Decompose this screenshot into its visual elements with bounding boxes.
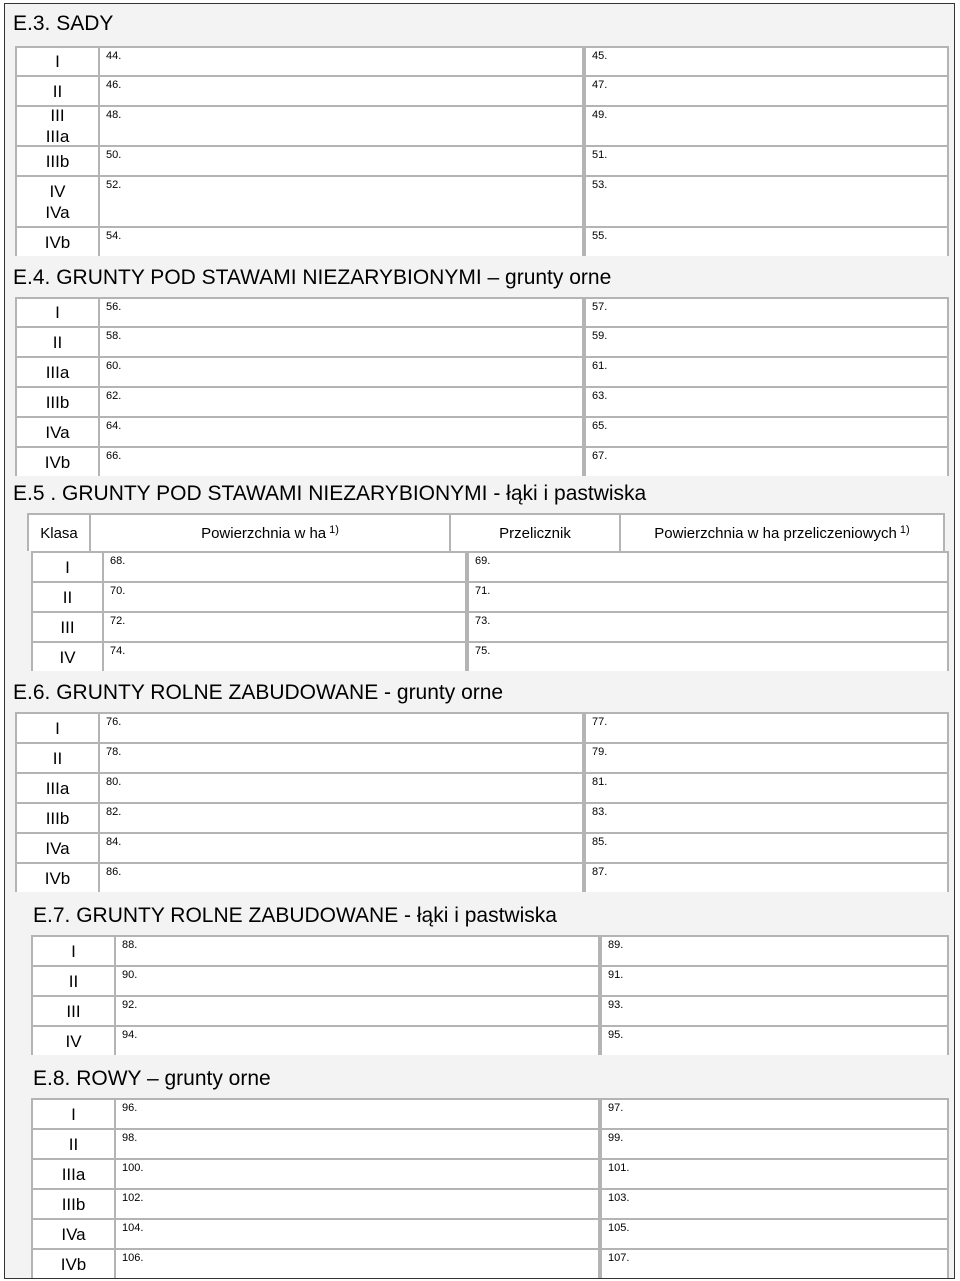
table-row: [15, 712, 949, 742]
table-row: [31, 611, 949, 641]
klasa-cell: II: [17, 77, 98, 105]
klasa-cell: IVb: [17, 448, 98, 476]
table-row: [31, 1128, 949, 1158]
table-row: [15, 356, 949, 386]
area-input-cell[interactable]: [100, 418, 582, 446]
section-title: E.3. SADY: [13, 12, 114, 35]
field-number: 95.: [608, 1029, 624, 1041]
field-number: 76.: [106, 716, 122, 728]
field-number: 106.: [122, 1252, 144, 1264]
klasa-cell: I: [33, 1100, 114, 1128]
table-row: [31, 1158, 949, 1188]
table-row: [31, 1188, 949, 1218]
table-row: [15, 832, 949, 862]
klasa-cell: I: [17, 48, 98, 75]
table-row: [15, 75, 949, 105]
area-input-cell[interactable]: [100, 228, 582, 256]
field-number: 81.: [592, 776, 608, 788]
footnote-marker: 1): [899, 524, 910, 536]
converted-area-input-cell[interactable]: [586, 107, 947, 145]
field-number: 83.: [592, 806, 608, 818]
klasa-cell: II: [17, 328, 98, 356]
klasa-cell: I: [17, 714, 98, 742]
klasa-cell: IIIb: [33, 1190, 114, 1218]
area-input-cell[interactable]: [100, 328, 582, 356]
area-input-cell[interactable]: [116, 1220, 598, 1248]
converted-area-input-cell[interactable]: [586, 864, 947, 892]
klasa-cell: II: [33, 583, 102, 611]
converted-area-input-cell[interactable]: [586, 147, 947, 175]
area-input-cell[interactable]: [100, 299, 582, 326]
klasa-cell: IVa: [17, 834, 98, 862]
field-number: 101.: [608, 1162, 630, 1174]
converted-area-input-cell[interactable]: [586, 358, 947, 386]
table-row: [31, 995, 949, 1025]
area-input-cell[interactable]: [104, 553, 465, 581]
field-number: 75.: [475, 645, 491, 657]
header-przelicznik: [451, 515, 619, 551]
klasa-cell: IIIb: [17, 147, 98, 175]
field-number: 72.: [110, 615, 126, 627]
converted-area-input-cell[interactable]: [469, 553, 947, 581]
area-input-cell[interactable]: [116, 937, 598, 965]
converted-area-input-cell[interactable]: [602, 1250, 947, 1278]
section-title: E.4. GRUNTY POD STAWAMI NIEZARYBIONYMI – grunty orne: [13, 266, 612, 289]
field-number: 99.: [608, 1132, 624, 1144]
field-number: 68.: [110, 555, 126, 567]
field-number: 54.: [106, 230, 122, 242]
klasa-cell: IVb: [17, 864, 98, 892]
field-number: 85.: [592, 836, 608, 848]
converted-area-input-cell[interactable]: [586, 328, 947, 356]
converted-area-input-cell[interactable]: [586, 418, 947, 446]
area-input-cell[interactable]: [100, 388, 582, 416]
field-number: 60.: [106, 360, 122, 372]
section-title: E.5 . GRUNTY POD STAWAMI NIEZARYBIONYMI - łąki i pastwiska: [13, 482, 647, 505]
field-number: 86.: [106, 866, 122, 878]
header-klasa-label: Klasa: [40, 524, 78, 542]
klasa-cell: II: [33, 967, 114, 995]
table-row: [15, 386, 949, 416]
field-number: 74.: [110, 645, 126, 657]
converted-area-input-cell[interactable]: [469, 613, 947, 641]
area-input-cell[interactable]: [100, 714, 582, 742]
converted-area-input-cell[interactable]: [602, 967, 947, 995]
field-number: 90.: [122, 969, 138, 981]
field-number: 102.: [122, 1192, 144, 1204]
field-number: 105.: [608, 1222, 630, 1234]
field-number: 103.: [608, 1192, 630, 1204]
field-number: 63.: [592, 390, 608, 402]
field-number: 65.: [592, 420, 608, 432]
klasa-cell: IVb: [33, 1250, 114, 1278]
field-number: 51.: [592, 149, 608, 161]
field-number: 70.: [110, 585, 126, 597]
field-number: 58.: [106, 330, 122, 342]
table-row: [31, 551, 949, 581]
converted-area-input-cell[interactable]: [602, 1220, 947, 1248]
header-klasa: [29, 515, 89, 551]
converted-area-input-cell[interactable]: [469, 583, 947, 611]
area-input-cell[interactable]: [100, 864, 582, 892]
klasa-cell: IIIb: [17, 804, 98, 832]
table-row: [15, 105, 949, 145]
converted-area-input-cell[interactable]: [602, 1027, 947, 1055]
header-powierzchnia: [91, 515, 449, 551]
area-input-cell[interactable]: [116, 1027, 598, 1055]
field-number: 104.: [122, 1222, 144, 1234]
converted-area-input-cell[interactable]: [586, 48, 947, 75]
klasa-cell: II: [33, 1130, 114, 1158]
table-row: [15, 416, 949, 446]
converted-area-input-cell[interactable]: [586, 744, 947, 772]
field-number: 48.: [106, 109, 122, 121]
table-row: [15, 772, 949, 802]
klasa-cell: I: [17, 299, 98, 326]
area-input-cell[interactable]: [116, 1100, 598, 1128]
table-row: [15, 802, 949, 832]
table-row: [31, 1218, 949, 1248]
table-row: [31, 965, 949, 995]
converted-area-input-cell[interactable]: [586, 177, 947, 226]
field-number: 50.: [106, 149, 122, 161]
converted-area-input-cell[interactable]: [602, 1130, 947, 1158]
table-header-row: [27, 513, 945, 551]
field-number: 64.: [106, 420, 122, 432]
area-input-cell[interactable]: [104, 613, 465, 641]
table-row: [15, 326, 949, 356]
klasa-cell: IVa: [33, 1220, 114, 1248]
converted-area-input-cell[interactable]: [586, 388, 947, 416]
klasa-cell: III: [33, 613, 102, 641]
table-row: [15, 145, 949, 175]
field-number: 59.: [592, 330, 608, 342]
field-number: 88.: [122, 939, 138, 951]
field-number: 52.: [106, 179, 122, 191]
table-row: [31, 581, 949, 611]
klasa-cell: IIIa: [17, 358, 98, 386]
field-number: 92.: [122, 999, 138, 1011]
field-number: 57.: [592, 301, 608, 313]
header-powierzchnia-label: Powierzchnia w ha: [201, 524, 327, 542]
table-row: [15, 742, 949, 772]
area-input-cell[interactable]: [104, 643, 465, 671]
field-number: 69.: [475, 555, 491, 567]
converted-area-input-cell[interactable]: [586, 714, 947, 742]
field-number: 44.: [106, 50, 122, 62]
table-row: [15, 46, 949, 75]
field-number: 98.: [122, 1132, 138, 1144]
area-input-cell[interactable]: [100, 834, 582, 862]
field-number: 94.: [122, 1029, 138, 1041]
klasa-cell: III: [33, 997, 114, 1025]
area-input-cell[interactable]: [100, 147, 582, 175]
table-row: [31, 935, 949, 965]
field-number: 82.: [106, 806, 122, 818]
area-input-cell[interactable]: [116, 1130, 598, 1158]
section-title: E.8. ROWY – grunty orne: [33, 1067, 271, 1090]
table-row: [31, 1025, 949, 1055]
converted-area-input-cell[interactable]: [586, 448, 947, 476]
area-input-cell[interactable]: [104, 583, 465, 611]
converted-area-input-cell[interactable]: [602, 997, 947, 1025]
field-number: 77.: [592, 716, 608, 728]
field-number: 78.: [106, 746, 122, 758]
field-number: 97.: [608, 1102, 624, 1114]
converted-area-input-cell[interactable]: [586, 804, 947, 832]
table-row: [15, 862, 949, 892]
area-input-cell[interactable]: [100, 448, 582, 476]
converted-area-input-cell[interactable]: [586, 834, 947, 862]
field-number: 55.: [592, 230, 608, 242]
converted-area-input-cell[interactable]: [602, 1160, 947, 1188]
area-input-cell[interactable]: [100, 358, 582, 386]
field-number: 56.: [106, 301, 122, 313]
field-number: 62.: [106, 390, 122, 402]
area-input-cell[interactable]: [116, 997, 598, 1025]
form-page: [4, 3, 955, 1279]
table-row: [15, 226, 949, 256]
footnote-marker: 1): [329, 524, 339, 536]
area-input-cell[interactable]: [116, 967, 598, 995]
field-number: 107.: [608, 1252, 630, 1264]
converted-area-input-cell[interactable]: [586, 299, 947, 326]
table-row: [31, 1248, 949, 1278]
klasa-cell: IV: [33, 643, 102, 671]
klasa-cell: IV: [33, 1027, 114, 1055]
field-number: 84.: [106, 836, 122, 848]
area-input-cell[interactable]: [100, 107, 582, 145]
converted-area-input-cell[interactable]: [602, 937, 947, 965]
klasa-cell: IVb: [17, 228, 98, 256]
field-number: 96.: [122, 1102, 138, 1114]
area-input-cell[interactable]: [100, 48, 582, 75]
klasa-cell: I: [33, 937, 114, 965]
converted-area-input-cell[interactable]: [586, 228, 947, 256]
klasa-cell: IVa: [17, 418, 98, 446]
table-row: [15, 297, 949, 326]
field-number: 47.: [592, 79, 608, 91]
header-powierzchnia-przeliczeniowa: [621, 515, 943, 551]
field-number: 53.: [592, 179, 608, 191]
table-row: [15, 446, 949, 476]
field-number: 66.: [106, 450, 122, 462]
area-input-cell[interactable]: [100, 744, 582, 772]
table-row: [31, 1098, 949, 1128]
area-input-cell[interactable]: [116, 1160, 598, 1188]
field-number: 100.: [122, 1162, 144, 1174]
field-number: 91.: [608, 969, 624, 981]
klasa-cell: IIIa: [17, 774, 98, 802]
field-number: 80.: [106, 776, 122, 788]
klasa-cell: I: [33, 553, 102, 581]
field-number: 45.: [592, 50, 608, 62]
field-number: 61.: [592, 360, 608, 372]
area-input-cell[interactable]: [100, 177, 582, 226]
converted-area-input-cell[interactable]: [602, 1100, 947, 1128]
field-number: 79.: [592, 746, 608, 758]
header-przelicznik-label: Przelicznik: [499, 524, 571, 542]
field-number: 71.: [475, 585, 491, 597]
converted-area-input-cell[interactable]: [602, 1190, 947, 1218]
klasa-cell: IIIb: [17, 388, 98, 416]
field-number: 93.: [608, 999, 624, 1011]
table-row: [31, 641, 949, 671]
header-powierzchnia-przeliczeniowa-label: Powierzchnia w ha przeliczeniowych: [654, 524, 897, 542]
section-title: E.7. GRUNTY ROLNE ZABUDOWANE - łąki i pastwiska: [33, 904, 557, 927]
section-title: E.6. GRUNTY ROLNE ZABUDOWANE - grunty orne: [13, 681, 504, 704]
area-input-cell[interactable]: [116, 1190, 598, 1218]
klasa-cell: IIIa: [33, 1160, 114, 1188]
area-input-cell[interactable]: [100, 77, 582, 105]
field-number: 67.: [592, 450, 608, 462]
table-row: [15, 175, 949, 226]
area-input-cell[interactable]: [100, 804, 582, 832]
converted-area-input-cell[interactable]: [586, 774, 947, 802]
field-number: 89.: [608, 939, 624, 951]
field-number: 87.: [592, 866, 608, 878]
klasa-cell: III IIIa: [17, 107, 98, 145]
klasa-cell: II: [17, 744, 98, 772]
field-number: 73.: [475, 615, 491, 627]
area-input-cell[interactable]: [100, 774, 582, 802]
klasa-cell: IV IVa: [17, 177, 98, 226]
converted-area-input-cell[interactable]: [469, 643, 947, 671]
converted-area-input-cell[interactable]: [586, 77, 947, 105]
field-number: 49.: [592, 109, 608, 121]
area-input-cell[interactable]: [116, 1250, 598, 1278]
field-number: 46.: [106, 79, 122, 91]
